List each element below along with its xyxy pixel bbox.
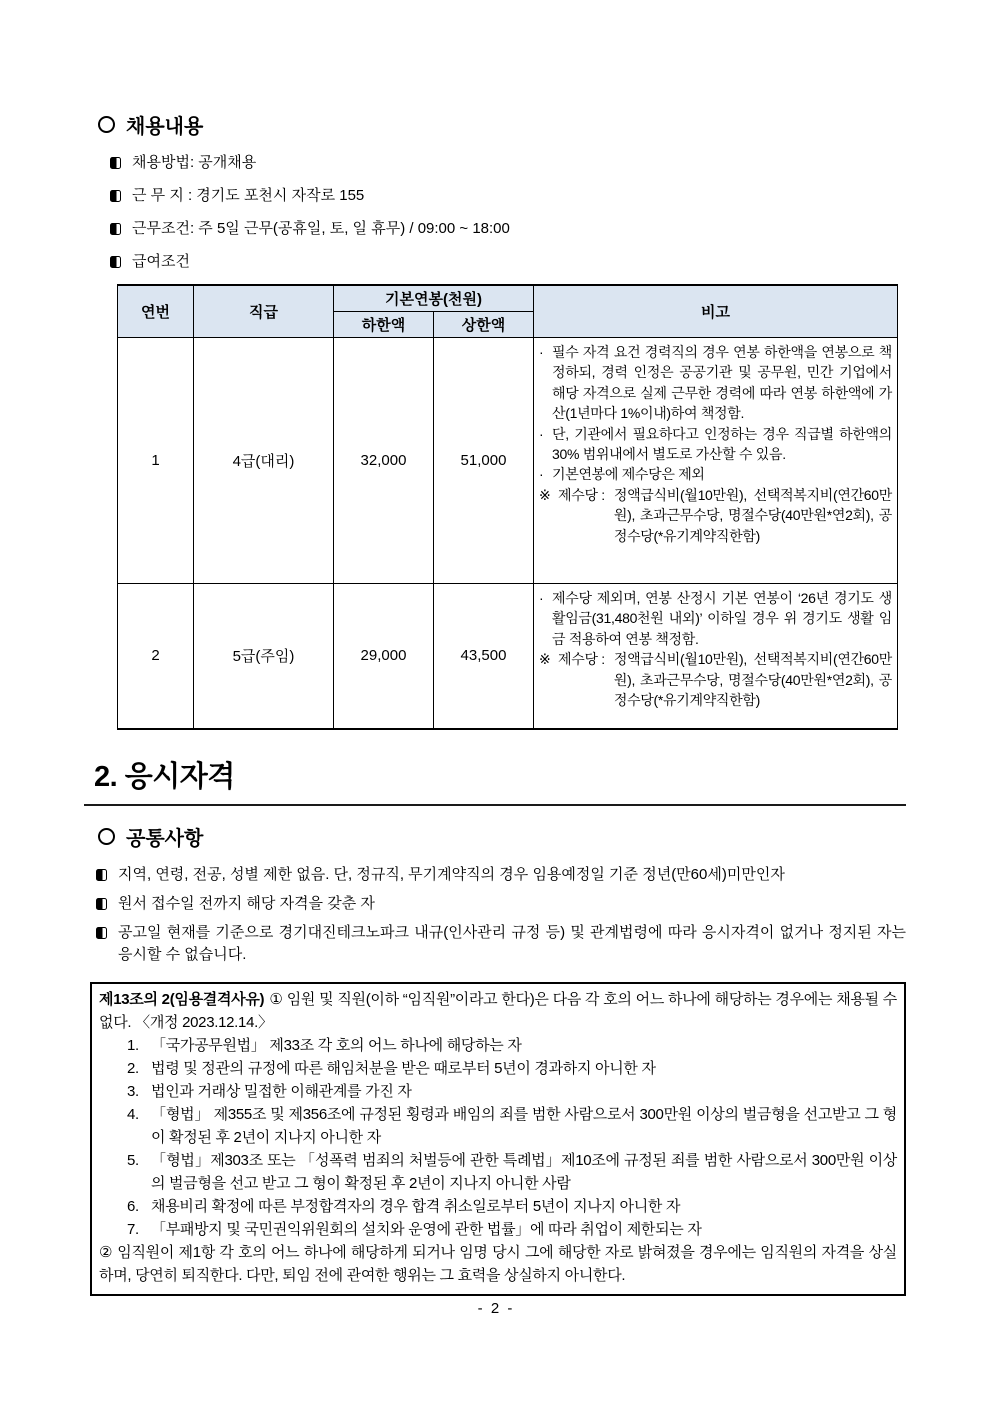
allowance-text: 정액급식비(월10만원), 선택적복지비(연간60만원), 초과근무수당, 명절수당(40만원*연2회), 공정수당(*유기계약직한함) — [613, 486, 892, 544]
cell-grade: 4급(대리) — [194, 338, 334, 584]
remark-text: 제수당 제외며, 연봉 산정시 기본 연봉이 ‘26년 경기도 생활임금(31,480천원 내외)’ 이하일 경우 위 경기도 생활 임금 적용하여 연봉 책정함. — [552, 590, 892, 647]
bullet-text: 채용방법: 공개채용 — [132, 154, 257, 171]
table-row — [118, 584, 898, 729]
clause-item-text: 「부패방지 및 국민권익위원회의 설치와 운영에 관한 법률」에 따라 취업이 제한되는 자 — [151, 1220, 702, 1238]
bullet-text: 원서 접수일 전까지 해당 자격을 갖춘 자 — [118, 894, 375, 912]
bullet-text: 급여조건 — [132, 253, 190, 270]
heading-label: 채용내용 — [126, 116, 204, 138]
bullet-text: 지역, 연령, 전공, 성별 제한 없음. 단, 정규직, 무기계약직의 경우 임용예정일 기준 정년(만60세)미만인자 — [118, 865, 785, 883]
half-filled-square-bullet-icon — [110, 223, 121, 235]
circle-outline-icon — [98, 116, 115, 133]
half-filled-square-bullet-icon — [110, 157, 121, 169]
dot-marker: · — [539, 466, 544, 483]
clause-item — [99, 1218, 897, 1241]
bullet-text: 근 무 지 : 경기도 포천시 자작로 155 — [132, 187, 365, 204]
list-item — [96, 864, 906, 886]
clause-item-text: 채용비리 확정에 따른 부정합격자의 경우 합격 취소일로부터 5년이 지나지 아니한 자 — [151, 1197, 681, 1215]
clause-item-number: 5. — [127, 1151, 139, 1169]
page-number: - 2 - — [477, 1300, 515, 1317]
cell-no: 1 — [118, 338, 194, 584]
clause-item-text: 「국가공무원법」 제33조 각 호의 어느 하나에 해당하는 자 — [151, 1036, 522, 1054]
clause-item — [99, 1195, 897, 1218]
recruitment-content-heading — [98, 110, 906, 139]
section-divider — [84, 804, 906, 806]
dot-marker: · — [539, 425, 544, 442]
cell-no: 2 — [118, 584, 194, 729]
disqualification-clause-box — [90, 982, 906, 1296]
allowance-label: 제수당 : — [558, 486, 605, 503]
bullet-text: 공고일 현재를 기준으로 경기대진테크노파크 내규(인사관리 규정 등) 및 관계법령에 따라 응시자격이 없거나 정지된 자는 응시할 수 없습니다. — [118, 923, 906, 963]
remark-item — [539, 342, 892, 424]
clause-item-number: 6. — [127, 1197, 139, 1215]
allowance-text: 정액급식비(월10만원), 선택적복지비(연간60만원), 초과근무수당, 명절수당(40만원*연2회), 공정수당(*유기계약직한함) — [613, 651, 892, 709]
clause-closing: ② 임직원이 제1항 각 호의 어느 하나에 해당하게 되거나 임명 당시 그에 해당한 자로 밝혀졌을 경우에는 임직원의 자격을 상실하며, 당연히 퇴직한다. 다만, 퇴임 전에 관여한 행위는 그 효력을 상실하지 아니한다. — [99, 1243, 897, 1284]
clause-item-number: 1. — [127, 1036, 139, 1054]
circle-outline-icon — [98, 828, 115, 845]
cell-remarks — [534, 338, 898, 584]
column-header-base-salary: 기본연봉(천원) — [334, 285, 534, 312]
clause-item-text: 법인과 거래상 밀접한 이해관계를 가진 자 — [151, 1082, 412, 1100]
clause-intro — [99, 988, 897, 1034]
document-page — [86, 0, 906, 1317]
list-item — [110, 152, 906, 173]
column-header-remarks: 비고 — [534, 285, 898, 338]
qualification-bullet-list — [96, 864, 906, 966]
clause-item-number: 2. — [127, 1059, 139, 1077]
half-filled-square-bullet-icon — [110, 190, 121, 202]
clause-item — [99, 1057, 897, 1080]
remark-allowance-item — [539, 649, 892, 710]
clause-item-number: 7. — [127, 1220, 139, 1238]
list-item — [110, 185, 906, 206]
clause-item-text: 「형법」 제355조 및 제356조에 규정된 횡령과 배임의 죄를 범한 사람으로서 300만원 이상의 벌금형을 선고받고 그 형이 확정된 후 2년이 지나지 아니한 자 — [151, 1105, 897, 1146]
recruitment-bullet-list — [110, 152, 906, 272]
clause-item — [99, 1034, 897, 1057]
list-item — [96, 922, 906, 966]
remark-text: 기본연봉에 제수당은 제외 — [552, 466, 705, 483]
clause-item-text: 법령 및 정관의 규정에 따른 해임처분을 받은 때로부터 5년이 경과하지 아니한 자 — [151, 1059, 656, 1077]
half-filled-square-bullet-icon — [110, 256, 121, 268]
list-item — [110, 251, 906, 272]
cell-grade: 5급(주임) — [194, 584, 334, 729]
table-header-row — [118, 285, 898, 312]
list-item — [96, 893, 906, 915]
table-row — [118, 338, 898, 584]
column-header-min: 하한액 — [334, 312, 434, 338]
reference-mark: ※ — [539, 651, 551, 668]
cell-max: 43,500 — [434, 584, 534, 729]
reference-mark: ※ — [539, 486, 551, 503]
half-filled-square-bullet-icon — [96, 927, 107, 939]
dot-marker: · — [539, 344, 544, 360]
bullet-text: 근무조건: 주 5일 근무(공휴일, 토, 일 휴무) / 09:00 ~ 18:00 — [132, 220, 510, 237]
clause-item-number: 3. — [127, 1082, 139, 1100]
clause-item-number: 4. — [127, 1105, 139, 1123]
common-matters-heading — [98, 822, 906, 851]
list-item — [110, 218, 906, 239]
half-filled-square-bullet-icon — [96, 898, 107, 910]
clause-item — [99, 1103, 897, 1149]
cell-min: 32,000 — [334, 338, 434, 584]
allowance-label: 제수당 : — [558, 651, 605, 668]
remark-item — [539, 464, 892, 484]
remark-item — [539, 424, 892, 465]
clause-intro-text: ① 임원 및 직원(이하 “임직원”이라고 한다)은 다음 각 호의 어느 하나에 해당하는 경우에는 채용될 수 없다. 〈개정 2023.12.14.〉 — [99, 990, 897, 1031]
clause-item — [99, 1149, 897, 1195]
cell-remarks — [534, 584, 898, 729]
heading-label: 공통사항 — [126, 827, 204, 850]
column-header-no: 연번 — [118, 285, 194, 338]
column-header-max: 상한액 — [434, 312, 534, 338]
salary-table — [117, 284, 898, 730]
column-header-grade: 직급 — [194, 285, 334, 338]
half-filled-square-bullet-icon — [96, 869, 107, 881]
remark-text: 필수 자격 요건 경력직의 경우 연봉 하한액을 연봉으로 책정하되, 경력 인정은 공공기관 및 공무원, 민간 기업에서 해당 자격으로 실제 근무한 경력에 따라 연봉 하한액에 가산(1년마다 1%이내)하여 책정함. — [552, 344, 892, 422]
cell-min: 29,000 — [334, 584, 434, 729]
clause-item-text: 「형법」제303조 또는 「성폭력 범죄의 처벌등에 관한 특례법」제10조에 규정된 죄를 범한 사람으로서 300만원 이상의 벌금형을 선고 받고 그 형이 확정된 후 2년이 지나지 아니한 사람 — [151, 1151, 897, 1192]
remark-text: 단, 기관에서 필요하다고 인정하는 경우 직급별 하한액의 30% 범위내에서 별도로 가산할 수 있음. — [552, 425, 892, 463]
remark-item — [539, 588, 892, 649]
clause-title: 제13조의 2(임용결격사유) — [99, 990, 265, 1008]
cell-max: 51,000 — [434, 338, 534, 584]
remark-allowance-item — [539, 485, 892, 546]
section-title-qualifications: 2. 응시자격 — [94, 760, 235, 793]
clause-item — [99, 1080, 897, 1103]
dot-marker: · — [539, 590, 544, 606]
